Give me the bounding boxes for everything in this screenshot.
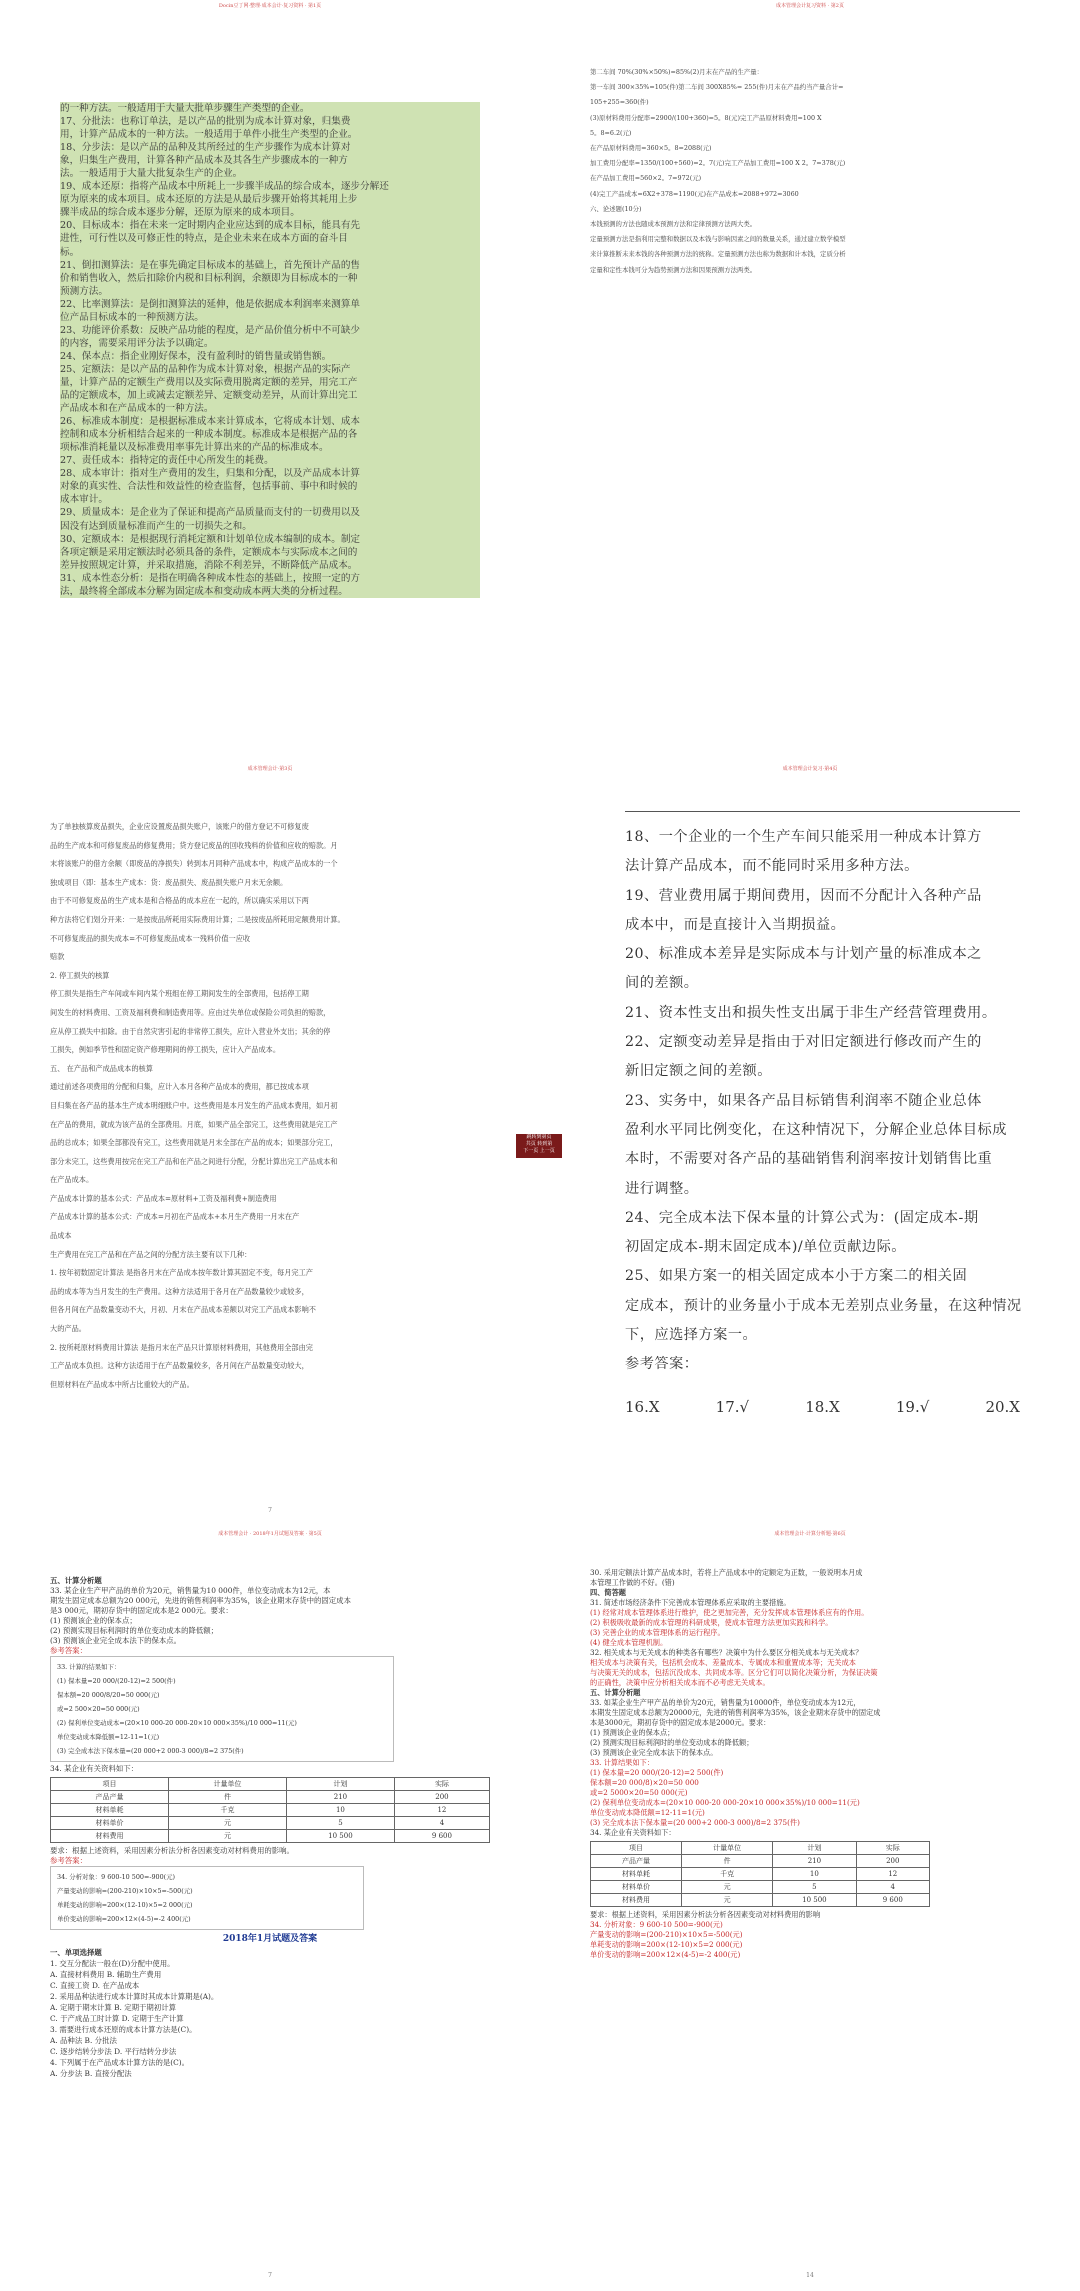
text-line: 末将该账户的借方余额（即废品的净损失）转到本月同种产品成本中，构成产品成本的一个 bbox=[50, 859, 338, 869]
section-title: 五、计算分析题 bbox=[50, 1576, 102, 1585]
question-33 bbox=[50, 1586, 490, 1646]
text-line: 在产品原材料费用=360×5。8=2088(元) bbox=[590, 144, 712, 153]
text-line: 1. 按年初数固定计算法 是指各月末在产品成本按年数计算其固定不变，每月完工产 bbox=[50, 1268, 313, 1278]
text-line: 目归集在各产品的基本生产成本明细账户中。这些费用是本月发生的产品成本费用，如月初 bbox=[50, 1100, 338, 1110]
text-line: 34. 分析对象：9 600-10 500=-900(元) bbox=[57, 1873, 176, 1881]
text-line: (1) 保本量=20 000/(20-12)=2 500(件) bbox=[57, 1677, 176, 1685]
text-line: 品的成本等为当月发生的生产费用。这种方法适用于各月在产品数量较少或较多， bbox=[50, 1286, 309, 1296]
text-line: 用，计算产品成本的一种方法。一般适用于单件小批生产类型的企业。 bbox=[60, 128, 480, 141]
table-cell: 千克 bbox=[682, 1868, 773, 1881]
page-header: 成本管理会计复习资料 · 第2页 bbox=[776, 3, 844, 9]
text-line: 位产品目标成本的一种预测方法。 bbox=[60, 311, 480, 324]
text-line: 各项定额是采用定额法时必须具备的条件，定额成本与实际成本之间的 bbox=[60, 546, 480, 559]
text-line: 加工费用分配率=1350/(100+560)=2。7(元)完工产品加工费用=100 X 2。7=378(元) bbox=[590, 159, 846, 168]
table-cell: 元 bbox=[682, 1881, 773, 1894]
table-cell: 12 bbox=[394, 1804, 489, 1817]
text-line: 差异按照规定计算，并采取措施，消除不利差异，不断降低产品成本。 bbox=[60, 559, 480, 572]
page-number: 7 bbox=[268, 2272, 272, 2279]
text-line: 法计算产品成本，而不能同时采用多种方法。 bbox=[625, 858, 919, 875]
text-line: 33. 计算结果如下： bbox=[590, 1758, 655, 1767]
text-line: 部分未完工，这些费用按完在完工产品和在产品之间进行分配，分配计算出完工产品成本和 bbox=[50, 1156, 338, 1166]
text-line: 相关成本与决策有关，包括机会成本、差量成本、专属成本和重置成本等；无关成本 bbox=[590, 1658, 856, 1667]
text-line: 的正确性，决策中应分析相关成本而不必考虑无关成本。 bbox=[590, 1678, 770, 1687]
text-line: 品的定额成本，加上或减去定额差异、定额变动差异，从而计算出完工 bbox=[60, 389, 480, 402]
text-line: 本期发生固定成本总额为20000元，先进的销售利润率为35%，该企业期末存货中的固定成 bbox=[590, 1708, 881, 1717]
answer-32 bbox=[590, 1658, 1030, 1688]
text-line: (1) 经常对成本管理体系进行维护，使之更加完善，充分发挥成本管理体系应有的作用。 bbox=[590, 1608, 869, 1617]
text-line: 单耗变动的影响=200×(12-10)×5=2 000(元) bbox=[590, 1940, 743, 1949]
glossary-text bbox=[60, 102, 480, 598]
table-cell: 10 500 bbox=[773, 1894, 856, 1907]
table-cell: 计划 bbox=[773, 1842, 856, 1855]
text-line: 成本审计。 bbox=[60, 493, 480, 506]
text-line: 20、目标成本：指在未来一定时期内企业应达到的成本目标，能具有先 bbox=[60, 219, 480, 232]
text-line: 的内容，需要采用评分法予以确定。 bbox=[60, 337, 480, 350]
text-line: 原为原来的成本项目。成本还原的方法是从最后步骤开始将其耗用上步 bbox=[60, 193, 480, 206]
calculation-text bbox=[590, 65, 1040, 278]
text-line: 期发生固定成本总额为20 000元，先进的销售利润率为35%，该企业期末存货中的固定成本 bbox=[50, 1596, 351, 1605]
text-line: 2. 采用品种法进行成本计算时其成本计算期是(A)。 bbox=[50, 1992, 219, 2001]
document-page-3 bbox=[0, 763, 540, 1526]
text-line: 本管理工作做的不好。(错) bbox=[590, 1578, 675, 1587]
true-false-questions bbox=[625, 823, 1025, 1380]
badge-line: 下一页 上一页 bbox=[523, 1148, 555, 1154]
text-line: (1) 预测该企业的保本点； bbox=[590, 1728, 675, 1737]
text-line: 停工损失是指生产车间或车间内某个班组在停工期间发生的全部费用，包括停工期 bbox=[50, 989, 309, 999]
table-cell: 计划 bbox=[286, 1778, 394, 1791]
text-line: 盈利水平同比例变化，在这种情况下，分解企业总体目标成 bbox=[625, 1121, 1007, 1138]
text-line: 品的生产成本和可修复废品的修复费用；贷方登记废品的回收残料的价值和应收的赔款。月 bbox=[50, 840, 338, 850]
text-line: A. 品种法 B. 分批法 bbox=[50, 2036, 117, 2045]
text-line: 象，归集生产费用，计算各种产品成本及其各生产步骤成本的一种方 bbox=[60, 154, 480, 167]
question-34: 34. 某企业有关资料如下： bbox=[50, 1764, 139, 1773]
table-cell: 9 600 bbox=[856, 1894, 929, 1907]
table-cell: 210 bbox=[773, 1855, 856, 1868]
answer-box-34 bbox=[50, 1866, 364, 1930]
text-line: (2) 积极吸收最新的成本管理的科研成果，使成本管理方法更加实践和科学。 bbox=[590, 1618, 833, 1627]
text-line: (4)完工产品成本=6X2+378=1190(元)在产品成本=2088+972=3060 bbox=[590, 189, 799, 198]
text-line: 24、保本点：指企业刚好保本，没有盈利时的销售量或销售额。 bbox=[60, 350, 480, 363]
text-line: 赔款 bbox=[50, 952, 65, 962]
answer-18: 18.X bbox=[805, 1398, 840, 1416]
table-cell: 实际 bbox=[856, 1842, 929, 1855]
text-line: 独成项目（即：基本生产成本：货：废品损失、废品损失账户月末无余额。 bbox=[50, 877, 288, 887]
text-line: 105+255=360(件) bbox=[590, 98, 649, 107]
question-34-requirement: 要求：根据上述资料，采用因素分析法分析各因素变动对材料费用的影响 bbox=[590, 1910, 821, 1919]
text-line: 本是3000元，期初存货中的固定成本是2000元。要求： bbox=[590, 1718, 771, 1727]
text-line: 项标准消耗量以及标准费用率事先计算出来的产品的标准成本。 bbox=[60, 441, 480, 454]
text-line: 单位变动成本降低额=12-11=1(元) bbox=[57, 1733, 160, 1741]
text-line: 产量变动的影响=(200-210)×10×5=-500(元) bbox=[590, 1930, 743, 1939]
text-line: 种方法将它们划分开来：一是按废品所耗用实际费用计算；二是按废品所耗用定额费用计算。 bbox=[50, 914, 345, 924]
text-line: 21、倒扣测算法：是在事先确定目标成本的基础上，首先预计产品的售 bbox=[60, 259, 480, 272]
reference-label: 参考答案： bbox=[50, 1646, 87, 1655]
text-line: 27、责任成本：指特定的责任中心所发生的耗费。 bbox=[60, 454, 480, 467]
table-row bbox=[591, 1842, 930, 1855]
text-line: (3) 完全成本法下保本量=(20 000+2 000-3 000)/8=2 375(件) bbox=[57, 1747, 244, 1755]
page-header: Docin豆丁网·整理·成本会计·复习资料 · 第1页 bbox=[218, 3, 322, 9]
table-cell: 材料单价 bbox=[591, 1881, 682, 1894]
text-line: 品的总成本；如果全部都没有完工，这些费用就是月末全部在产品的成本；如果部分完工， bbox=[50, 1138, 338, 1148]
table-cell: 200 bbox=[394, 1791, 489, 1804]
text-line: (3) 完善企业的成本管理体系的运行程序。 bbox=[590, 1628, 725, 1637]
data-table bbox=[590, 1841, 930, 1907]
text-line: 34. 分析对象：9 600-10 500=-900(元) bbox=[590, 1920, 723, 1929]
table-row bbox=[51, 1778, 490, 1791]
cost-accounting-text bbox=[50, 818, 495, 1394]
text-line: 为了单独核算废品损失，企业应设置废品损失账户，该账户的借方登记不可修复废 bbox=[50, 822, 309, 831]
badge-line: 共页 转到第 bbox=[525, 1141, 553, 1147]
text-line: 3. 需要进行成本还原的成本计算方法是(C)。 bbox=[50, 2025, 197, 2034]
text-line: 19、成本还原：指将产品成本中所耗上一步骤半成品的综合成本，逐步分解还 bbox=[60, 180, 480, 193]
text-line: 22、比率测算法：是倒扣测算法的延伸，他是依据成本利润率来测算单 bbox=[60, 298, 480, 311]
page-header: 成本管理会计·第3页 bbox=[247, 766, 293, 772]
question-33 bbox=[590, 1698, 1030, 1758]
text-line: (2) 保利单位变动成本=(20×10 000-20 000-20×10 000×35%)/10 000=11(元) bbox=[590, 1798, 860, 1807]
answer-box-33 bbox=[50, 1656, 394, 1762]
text-line: 是3 000元，期初存货中的固定成本是2 000元。要求： bbox=[50, 1606, 233, 1615]
text-line: 五、 在产品和产成品成本的核算 bbox=[50, 1063, 153, 1073]
text-line: (3)原材料费用分配率=2900/(100+360)=5。8(元)完工产品原材料费用=100 X bbox=[590, 113, 822, 122]
text-line: 23、实务中，如果各产品目标销售利润率不随企业总体 bbox=[625, 1092, 982, 1109]
text-line: 或=2 5000×20=50 000(元) bbox=[590, 1788, 688, 1797]
section-title: 四、简答题 bbox=[590, 1588, 626, 1597]
text-line: 控制和成本分析相结合起来的一种成本制度。标准成本是根据产品的各 bbox=[60, 428, 480, 441]
text-line: 应从停工损失中扣除。由于自然灾害引起的非常停工损失，应计入营业外支出；其余的停 bbox=[50, 1026, 331, 1036]
text-line: 骤半成品的综合成本逐步分解，还原为原来的成本项目。 bbox=[60, 206, 480, 219]
answer-19: 19.√ bbox=[895, 1398, 930, 1416]
text-line: 进性，可行性以及可修正性的特点，是企业未来在成本方面的奋斗目 bbox=[60, 232, 480, 245]
text-line: 28、成本审计：指对生产费用的发生，归集和分配，以及产品成本计算 bbox=[60, 467, 480, 480]
text-line: 在产品加工费用=560×2。7=972(元) bbox=[590, 174, 702, 183]
section-title: 五、计算分析题 bbox=[590, 1688, 641, 1697]
table-cell: 件 bbox=[682, 1855, 773, 1868]
text-line: 33. 如某企业生产甲产品的单价为20元，销售量为10000件，单位变动成本为12元， bbox=[590, 1698, 861, 1707]
text-line: 18、分步法：是以产品的品种及其所经过的生产步骤作为成本计算对 bbox=[60, 141, 480, 154]
text-line: 法，最终将全部成本分解为固定成本和变动成本两大类的分析过程。 bbox=[60, 585, 480, 598]
text-line: 23、功能评价系数：反映产品功能的程度，是产品价值分析中不可缺少 bbox=[60, 324, 480, 337]
text-line: 但各月间在产品数量变动不大，月初、月末在产品成本差额以对完工产品成本影响不 bbox=[50, 1305, 316, 1315]
text-line: 标。 bbox=[60, 246, 480, 259]
answer-key-row bbox=[625, 1398, 1020, 1416]
text-line: 第一车间 300×35%=105(件)第二车间 300X85%= 255(件)月末在产品约当产量合计= bbox=[590, 83, 844, 92]
text-line: (2) 预测实现目标利润时的单位变动成本的降低额； bbox=[590, 1738, 754, 1747]
text-line: 与决策无关的成本，包括沉没成本、共同成本等。区分它们可以简化决策分析，为保证决策 bbox=[590, 1668, 878, 1677]
text-line: C. 直接工资 D. 在产品成本 bbox=[50, 1981, 140, 1990]
document-page-2 bbox=[540, 0, 1080, 763]
table-row bbox=[51, 1804, 490, 1817]
text-line: 产品成本和在产品成本的一种方法。 bbox=[60, 402, 480, 415]
table-cell: 产品产量 bbox=[591, 1855, 682, 1868]
page-jump-badge[interactable] bbox=[516, 1134, 562, 1158]
text-line: 生产费用在完工产品和在产品之间的分配方法主要有以下几种： bbox=[50, 1249, 252, 1259]
mc-section-title: 一、单项选择题 bbox=[50, 1948, 102, 1957]
text-line: 26、标准成本制度：是根据标准成本来计算成本，它将成本计划、成本 bbox=[60, 415, 480, 428]
text-line: 在产品成本。 bbox=[50, 1175, 94, 1185]
text-line: A. 定期于期末计算 B. 定期于期初计算 bbox=[50, 2003, 176, 2012]
text-line: 成本中，而是直接计入当期损益。 bbox=[625, 916, 846, 933]
table-cell: 元 bbox=[168, 1817, 286, 1830]
text-line: (1) 保本量=20 000/(20-12)=2 500(件) bbox=[590, 1768, 724, 1777]
text-line: 22、定额变动差异是指由于对旧定额进行修改而产生的 bbox=[625, 1034, 982, 1051]
table-cell: 元 bbox=[682, 1894, 773, 1907]
table-cell: 10 bbox=[286, 1804, 394, 1817]
text-line: 六、论述题(10分) bbox=[590, 204, 642, 213]
question-31: 31. 简述市场经济条件下完善成本管理体系应采取的主要措施。 bbox=[590, 1598, 791, 1607]
text-line: 30. 采用定额法计算产品成本时，若将上产品成本中的定额定为正数，一般说明本月成 bbox=[590, 1568, 863, 1577]
text-line: 17、分批法：也称订单法，是以产品的批别为成本计算对象，归集费 bbox=[60, 115, 480, 128]
text-line: 因没有达到质量标准而产生的一切损失之和。 bbox=[60, 520, 480, 533]
text-line: 或=2 500×20=50 000(元) bbox=[57, 1705, 140, 1713]
table-cell: 材料单耗 bbox=[51, 1804, 169, 1817]
text-line: 产品成本计算的基本公式：产成本=月初在产品成本+本月生产费用一月末在产 bbox=[50, 1212, 300, 1222]
table-row bbox=[51, 1830, 490, 1843]
text-line: 在产品的费用，就成为该产品的全部费用。月底，如果产品全部完工，这些费用就是完工产 bbox=[50, 1119, 338, 1129]
text-line: 价和销售收入，然后扣除价内税和目标利润，余额即为目标成本的一种 bbox=[60, 272, 480, 285]
text-line: 产量变动的影响=(200-210)×10×5=-500(元) bbox=[57, 1887, 193, 1895]
reference-label: 参考答案： bbox=[50, 1856, 87, 1865]
text-line: 33. 某企业生产甲产品的单价为20元，销售量为10 000件，单位变动成本为12元，本 bbox=[50, 1586, 331, 1595]
answer-33 bbox=[590, 1758, 1030, 1828]
text-line: 工损失，例如季节性和固定资产修理期间的停工损失，应计入产品成本。 bbox=[50, 1045, 281, 1055]
text-line: (2) 预测实现目标利润时的单位变动成本的降低额； bbox=[50, 1626, 219, 1635]
table-row bbox=[51, 1817, 490, 1830]
text-line: 单价变动的影响=200×12×(4-5)=-2 400(元) bbox=[57, 1915, 191, 1923]
document-page-6 bbox=[540, 1528, 1080, 2291]
text-line: 来计算推断未来本钱的各种预测方法的统称。定量预测方法也称为数据和计本钱，定质分析 bbox=[590, 250, 846, 259]
text-line: 2. 停工损失的核算 bbox=[50, 970, 110, 980]
text-line: 24、完全成本法下保本量的计算公式为：(固定成本-期 bbox=[625, 1209, 979, 1226]
answer-31 bbox=[590, 1608, 1030, 1648]
text-line: (1) 预测该企业的保本点； bbox=[50, 1616, 137, 1625]
text-line: (4) 健全成本管理机制。 bbox=[590, 1638, 668, 1647]
multiple-choice-list bbox=[50, 1958, 490, 2079]
text-line: 25、如果方案一的相关固定成本小于方案二的相关固 bbox=[625, 1268, 968, 1285]
text-line: 4. 下列属于在产品成本计算方法的是(C)。 bbox=[50, 2058, 190, 2067]
text-line: A. 分步法 B. 直接分配法 bbox=[50, 2069, 132, 2078]
table-cell: 项目 bbox=[51, 1778, 169, 1791]
table-cell: 实际 bbox=[394, 1778, 489, 1791]
text-line: 31、成本性态分析：是指在明确各种成本性态的基础上，按照一定的方 bbox=[60, 572, 480, 585]
text-line: 单位变动成本降低额=12-11=1(元) bbox=[590, 1808, 705, 1817]
answer-17: 17.√ bbox=[715, 1398, 750, 1416]
text-line: 18、一个企业的一个生产车间只能采用一种成本计算方 bbox=[625, 829, 982, 845]
question-34: 34. 某企业有关资料如下： bbox=[590, 1828, 676, 1837]
document-page-1 bbox=[0, 0, 540, 763]
text-line: 进行调整。 bbox=[625, 1180, 699, 1197]
answer-16: 16.X bbox=[625, 1398, 660, 1416]
table-cell: 材料单价 bbox=[51, 1817, 169, 1830]
exam-title: 2018年1月试题及答案 bbox=[222, 1934, 318, 1944]
table-cell: 千克 bbox=[168, 1804, 286, 1817]
table-cell: 10 500 bbox=[286, 1830, 394, 1843]
text-line: 19、营业费用属于期间费用，因而不分配计入各种产品 bbox=[625, 887, 982, 904]
text-line: 定成本，预计的业务量小于成本无差别点业务量，在这种情况 bbox=[625, 1297, 1022, 1314]
table-cell: 材料费用 bbox=[51, 1830, 169, 1843]
page-header: 成本管理会计复习·第4页 bbox=[782, 766, 838, 772]
table-cell: 12 bbox=[856, 1868, 929, 1881]
text-line: 间的差额。 bbox=[625, 975, 699, 992]
text-line: 1. 交互分配法一般在(D)分配中使用。 bbox=[50, 1959, 175, 1968]
text-line: 工产品成本负担。这种方法适用于在产品数量较多，各月间在产品数量变动较大， bbox=[50, 1361, 309, 1371]
text-line: 品成本 bbox=[50, 1231, 72, 1241]
table-cell: 件 bbox=[168, 1791, 286, 1804]
text-line: 新旧定额之间的差额。 bbox=[625, 1063, 772, 1080]
text-line: 第二车间 70%(30%×50%)=85%(2)月末在产品的生产量： bbox=[590, 68, 764, 76]
text-line: 但原材料在产品成本中所占比重较大的产品。 bbox=[50, 1379, 194, 1389]
text-line: 单耗变动的影响=200×(12-10)×5=2 000(元) bbox=[57, 1901, 193, 1909]
page-number: 7 bbox=[268, 1507, 272, 1514]
table-cell: 计量单位 bbox=[682, 1842, 773, 1855]
text-line: 定量和定性本钱可分为趋势预测方法和因果预测方法两类。 bbox=[590, 265, 757, 274]
data-table bbox=[50, 1777, 490, 1843]
document-page-5 bbox=[0, 1528, 540, 2291]
table-cell: 210 bbox=[286, 1791, 394, 1804]
text-line: 参考答案： bbox=[625, 1356, 699, 1373]
table-row bbox=[591, 1855, 930, 1868]
text-line: 本时，不需要对各产品的基础销售利润率按计划销售比重 bbox=[625, 1151, 993, 1168]
text-line: 30、定额成本：是根据现行消耗定额和计划单位成本编制的成本。制定 bbox=[60, 533, 480, 546]
table-cell: 元 bbox=[168, 1830, 286, 1843]
table-cell: 10 bbox=[773, 1868, 856, 1881]
text-line: 29、质量成本：是企业为了保证和提高产品质量而支付的一切费用以及 bbox=[60, 506, 480, 519]
question-32: 32. 相关成本与无关成本的种类各有哪些？决策中为什么要区分相关成本与无关成本？ bbox=[590, 1648, 863, 1657]
text-line: 定量预测方法是指利用完整和数据以及本钱与影响因素之间的数量关系，通过建立数学模型 bbox=[590, 235, 846, 244]
badge-line: 跳转到第页 bbox=[526, 1134, 552, 1140]
answer-34 bbox=[590, 1920, 1030, 1960]
table-cell: 材料费用 bbox=[591, 1894, 682, 1907]
text-line: 保本额=20 000/8)×20=50 000 bbox=[590, 1778, 699, 1787]
table-row bbox=[591, 1881, 930, 1894]
text-line: 通过前述各项费用的分配和归集，应计入本月各种产品成本的费用，都已按成本项 bbox=[50, 1082, 309, 1092]
table-row bbox=[51, 1791, 490, 1804]
text-line: (3) 完全成本法下保本量=(20 000+2 000-3 000)/8=2 375(件) bbox=[590, 1818, 800, 1827]
text-line: 大的产品。 bbox=[50, 1324, 86, 1334]
text-line: C. 于产成品工时计算 D. 定期于生产计算 bbox=[50, 2014, 184, 2023]
page-number: 14 bbox=[806, 2272, 814, 2279]
table-cell: 9 600 bbox=[394, 1830, 489, 1843]
page-header: 成本管理会计·计算分析题·第6页 bbox=[774, 1531, 846, 1537]
text-line: (3) 预测该企业完全成本法下的保本点。 bbox=[590, 1748, 718, 1757]
page-header: 成本管理会计 · 2018年1月试题及答案 · 第5页 bbox=[218, 1531, 322, 1537]
text-line: 初固定成本-期末固定成本)/单位贡献边际。 bbox=[625, 1239, 906, 1256]
text-line: 5。8=6.2(元) bbox=[590, 128, 632, 137]
text-line: 不可修复废品的损失成本=不可修复废品成本一残料价值一应收 bbox=[50, 933, 251, 943]
text-line: (2) 保利单位变动成本=(20×10 000-20 000-20×10 000×35%)/10 000=11(元) bbox=[57, 1719, 297, 1727]
text-line: 21、资本性支出和损失性支出属于非生产经营管理费用。 bbox=[625, 1004, 997, 1021]
table-cell: 项目 bbox=[591, 1842, 682, 1855]
table-cell: 5 bbox=[773, 1881, 856, 1894]
text-line: 对象的真实性、合法性和效益性的检查监督，包括事前、事中和时候的 bbox=[60, 480, 480, 493]
answer-20: 20.X bbox=[985, 1398, 1020, 1416]
table-cell: 4 bbox=[394, 1817, 489, 1830]
text-line: 产品成本计算的基本公式：产品成本=原材料+工资及福利费+制造费用 bbox=[50, 1193, 277, 1203]
top-rule bbox=[625, 811, 1020, 812]
table-row bbox=[591, 1894, 930, 1907]
table-cell: 产品产量 bbox=[51, 1791, 169, 1804]
text-line: 量，计算产品的定额生产费用以及实际费用脱离定额的差异，用完工产 bbox=[60, 376, 480, 389]
text-line: 间发生的材料费用、工资及福利费和制造费用等。应由过失单位或保险公司负担的赔款， bbox=[50, 1007, 331, 1017]
table-cell: 5 bbox=[286, 1817, 394, 1830]
table-cell: 200 bbox=[856, 1855, 929, 1868]
text-line: 下，应选择方案一。 bbox=[625, 1327, 758, 1344]
text-line: 33. 计算的结果如下： bbox=[57, 1663, 121, 1671]
table-cell: 材料单耗 bbox=[591, 1868, 682, 1881]
text-line: 保本额=20 000/8/20=50 000(元) bbox=[57, 1691, 160, 1699]
text-line: A. 直接材料费用 B. 辅助生产费用 bbox=[50, 1970, 162, 1979]
text-line: C. 逐步结转分步法 D. 平行结转分步法 bbox=[50, 2047, 177, 2056]
text-line: (3) 预测该企业完全成本法下的保本点。 bbox=[50, 1636, 182, 1645]
question-34-requirement: 要求：根据上述资料，采用因素分析法分析各因素变动对材料费用的影响。 bbox=[50, 1846, 294, 1855]
text-line: 法。一般适用于大量大批复杂生产的企业。 bbox=[60, 167, 480, 180]
table-cell: 计量单位 bbox=[168, 1778, 286, 1791]
statement-30 bbox=[590, 1568, 1030, 1588]
text-line: 本钱预测的方法也随成本预测方法和定律预测方法两大类。 bbox=[590, 220, 757, 229]
text-line: 2. 按所耗原材料费用计算法 是指月末在产品只计算原材料费用，其他费用全部由完 bbox=[50, 1342, 313, 1352]
text-line: 25、定额法：是以产品的品种作为成本计算对象，根据产品的实际产 bbox=[60, 363, 480, 376]
table-row bbox=[591, 1868, 930, 1881]
text-line: 20、标准成本差异是实际成本与计划产量的标准成本之 bbox=[625, 946, 982, 963]
text-line: 由于不可修复废品的生产成本是和合格品的成本应在一起的，所以确实采用以下两 bbox=[50, 896, 309, 906]
table-cell: 4 bbox=[856, 1881, 929, 1894]
text-line: 的一种方法。一般适用于大量大批单步骤生产类型的企业。 bbox=[60, 102, 480, 115]
text-line: 预测方法。 bbox=[60, 285, 480, 298]
text-line: 单价变动的影响=200×12×(4-5)=-2 400(元) bbox=[590, 1950, 741, 1959]
